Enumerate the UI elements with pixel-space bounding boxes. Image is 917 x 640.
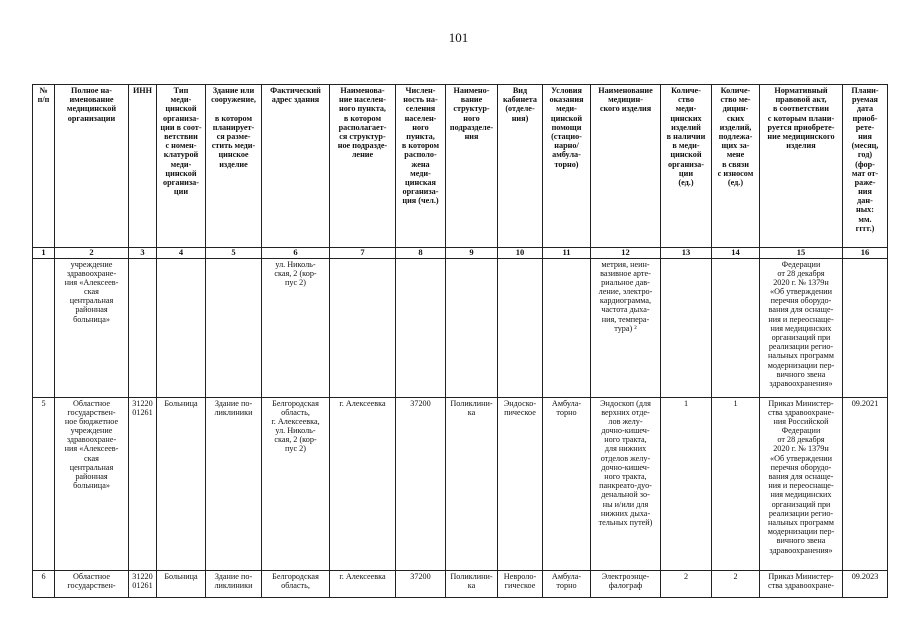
header-devices-available: Количе- ство меди- цинских изделий в наличии в меди- цинской организа- ции (ед.) xyxy=(661,85,712,248)
column-number: 13 xyxy=(661,248,712,259)
population-cell xyxy=(396,258,446,397)
care-conditions-cell: Амбула- торно xyxy=(543,570,591,597)
organization-type-cell: Больница xyxy=(157,570,206,597)
column-number: 9 xyxy=(446,248,498,259)
organization-name-cell: Областное государствен- ное бюджетное учреждение здравоохране- ния «Алексеев- ская центральная районная больница» xyxy=(55,397,129,570)
subdivision-cell: Поликлини- ка xyxy=(446,570,498,597)
population-cell: 37200 xyxy=(396,570,446,597)
table-row xyxy=(33,570,888,597)
planned-date-cell: 09.2021 xyxy=(843,397,888,570)
column-number: 1 xyxy=(33,248,55,259)
organization-name-cell: Областное государствен- xyxy=(55,570,129,597)
care-conditions-cell: Амбула- торно xyxy=(543,397,591,570)
medical-equipment-table xyxy=(32,84,888,598)
table-row xyxy=(33,397,888,570)
organization-name-cell: учреждение здравоохране- ния «Алексеев- ская центральная районная больница» xyxy=(55,258,129,397)
device-name-cell: Электроэнце- фалограф xyxy=(591,570,661,597)
building-cell: Здание по- ликлиники xyxy=(206,397,262,570)
devices-available-cell: 1 xyxy=(661,397,712,570)
address-cell: Белгородская область, г. Алексеевка, ул. Николь- ская, 2 (кор- пус 2) xyxy=(262,397,330,570)
column-number: 14 xyxy=(712,248,760,259)
devices-available-cell xyxy=(661,258,712,397)
header-locality: Наименова- ние населен- ного пункта, в котором располагает- ся структур- ное подразде- ление xyxy=(330,85,396,248)
legal-act-cell: Приказ Министер- ства здравоохране- ния Российской Федерации от 28 декабря 2020 г. № 1379н «Об утверждении перечня оборудо- вания для оснаще- ния и переоснаще- ния медицинских организаций при реализации регио- нальных программ модернизации пер- вичного звена здравоохранения» xyxy=(760,397,843,570)
inn-cell xyxy=(129,258,157,397)
address-cell: ул. Николь- ская, 2 (кор- пус 2) xyxy=(262,258,330,397)
planned-date-cell xyxy=(843,258,888,397)
column-number: 2 xyxy=(55,248,129,259)
subdivision-cell xyxy=(446,258,498,397)
cabinet-type-cell: Невроло- гическое xyxy=(498,570,543,597)
locality-cell: г. Алексеевка xyxy=(330,570,396,597)
population-cell: 37200 xyxy=(396,397,446,570)
devices-replace-cell: 2 xyxy=(712,570,760,597)
organization-type-cell xyxy=(157,258,206,397)
row-number-cell: 5 xyxy=(33,397,55,570)
building-cell: Здание по- ликлиники xyxy=(206,570,262,597)
address-cell: Белгородская область, xyxy=(262,570,330,597)
column-number: 15 xyxy=(760,248,843,259)
header-subdivision: Наимено- вание структур- ного подразделе- ния xyxy=(446,85,498,248)
header-inn: ИНН xyxy=(129,85,157,248)
row-number-cell: 6 xyxy=(33,570,55,597)
column-number: 8 xyxy=(396,248,446,259)
header-care-conditions: Условия оказания меди- цинской помощи (стацио- нарно/ амбула- торно) xyxy=(543,85,591,248)
column-number-row xyxy=(33,248,888,259)
locality-cell xyxy=(330,258,396,397)
column-number: 10 xyxy=(498,248,543,259)
planned-date-cell: 09.2023 xyxy=(843,570,888,597)
column-number: 3 xyxy=(129,248,157,259)
cabinet-type-cell: Эндоско- пическое xyxy=(498,397,543,570)
column-number: 7 xyxy=(330,248,396,259)
column-number: 16 xyxy=(843,248,888,259)
header-number: № п/п xyxy=(33,85,55,248)
row-number-cell xyxy=(33,258,55,397)
device-name-cell: Эндоскоп (для верхних отде- лов желу- дочно-кишеч- ного тракта, для нижних отделов желу- дочно-кишеч- ного тракта, панкреато-дуо- денальной зо- ны и/или для нижних дыха- тельных путей) xyxy=(591,397,661,570)
column-number: 6 xyxy=(262,248,330,259)
building-cell xyxy=(206,258,262,397)
header-device-name: Наименование медицин- ского изделия xyxy=(591,85,661,248)
legal-act-cell: Федерации от 28 декабря 2020 г. № 1379н «Об утверждении перечня оборудо- вания для оснаще- ния и переоснаще- ния медицинских организаций при реализации регио- нальных программ модернизации пер- вичного звена здравоохранения» xyxy=(760,258,843,397)
header-cabinet-type: Вид кабинета (отделе- ния) xyxy=(498,85,543,248)
legal-act-cell: Приказ Министер- ства здравоохране- xyxy=(760,570,843,597)
devices-available-cell: 2 xyxy=(661,570,712,597)
devices-replace-cell xyxy=(712,258,760,397)
header-population: Числен- ность на- селения населен- ного пункта, в котором располо- жена меди- цинская организа- ция (чел.) xyxy=(396,85,446,248)
header-devices-replace: Количе- ство ме- дицин- ских изделий, подлежа- щих за- мене в связи с износом (ед.) xyxy=(712,85,760,248)
subdivision-cell: Поликлини- ка xyxy=(446,397,498,570)
header-address: Фактический адрес здания xyxy=(262,85,330,248)
table-row xyxy=(33,258,888,397)
devices-replace-cell: 1 xyxy=(712,397,760,570)
page-number: 101 xyxy=(448,30,469,45)
header-legal-act: Нормативный правовой акт, в соответствии с которым плани- руется приобрете- ние медицинского изделия xyxy=(760,85,843,248)
header-planned-date: Плани- руемая дата приоб- рете- ния (месяц, год) (фор- мат от- раже- ния дан- ных: мм. гггг.) xyxy=(843,85,888,248)
header-organization-name: Полное на- именование медицинской организации xyxy=(55,85,129,248)
inn-cell: 31220 01261 xyxy=(129,570,157,597)
header-organization-type: Тип меди- цинской организа- ции в соот- ветствии с номен- клатурой меди- цинской организа- ции xyxy=(157,85,206,248)
column-number: 4 xyxy=(157,248,206,259)
header-row xyxy=(33,85,888,248)
header-building: Здание или сооружение, в котором планирует- ся разме- стить меди- цинское изделие xyxy=(206,85,262,248)
column-number: 12 xyxy=(591,248,661,259)
device-name-cell: метрия, неин- вазивное арте- риальное дав- ление, электро- кардиограмма, частота дыха- ния, темпера- тура) ² xyxy=(591,258,661,397)
cabinet-type-cell xyxy=(498,258,543,397)
column-number: 5 xyxy=(206,248,262,259)
locality-cell: г. Алексеевка xyxy=(330,397,396,570)
column-number: 11 xyxy=(543,248,591,259)
organization-type-cell: Больница xyxy=(157,397,206,570)
care-conditions-cell xyxy=(543,258,591,397)
inn-cell: 31220 01261 xyxy=(129,397,157,570)
